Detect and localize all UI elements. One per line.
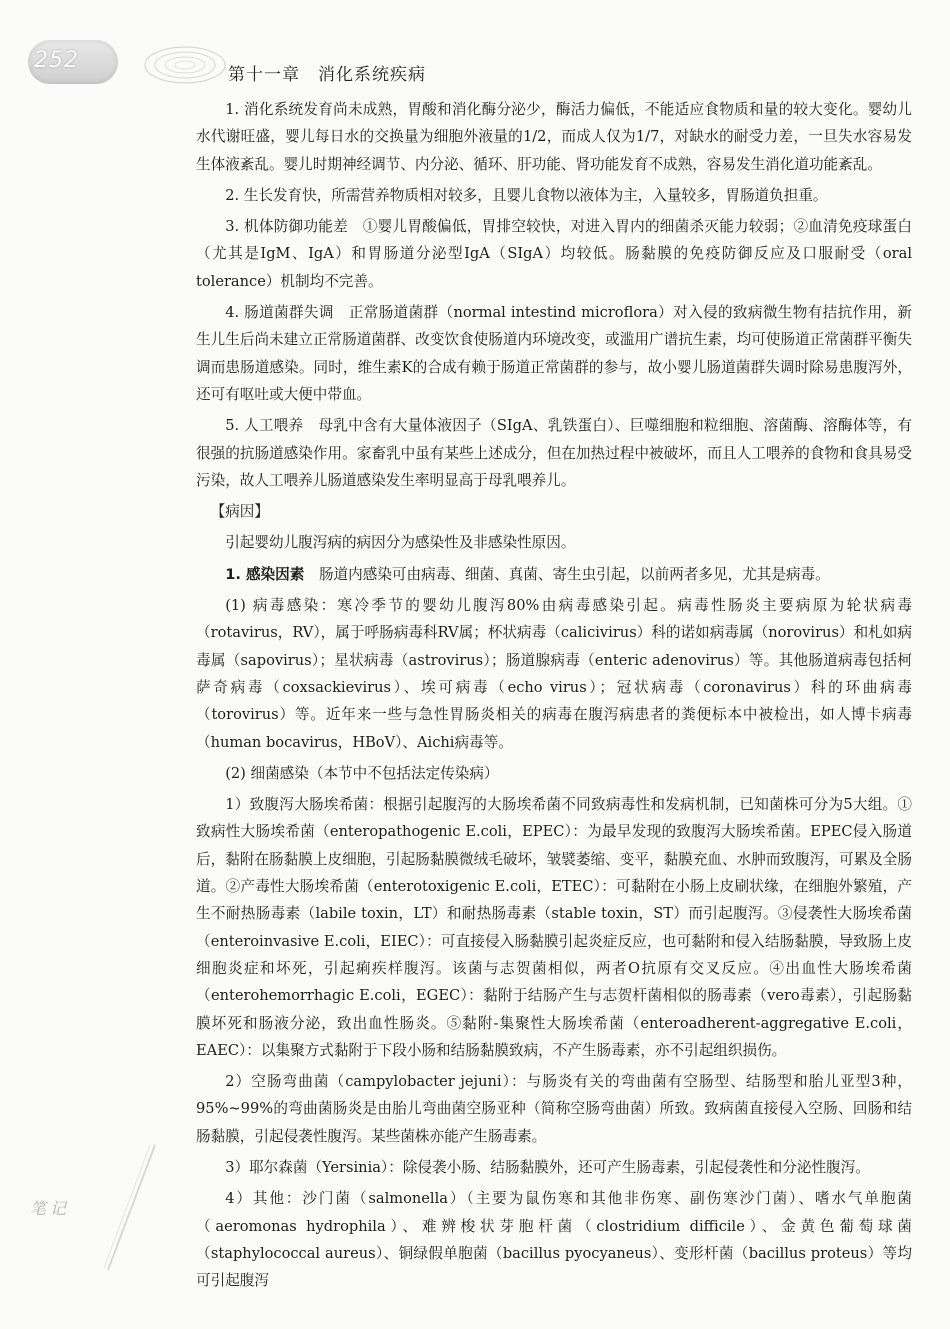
paragraph-yersinia: 3）耶尔森菌（Yersinia）：除侵袭小肠、结肠黏膜外，还可产生肠毒素，引起侵袭性和分泌性腹泻。 (225, 1158, 870, 1176)
paragraph-digestive-immaturity: 1. 消化系统发育尚未成熟，胃酸和消化酶分泌少，酶活力偏低，不能适应食物质和量的较大变化。婴幼儿水代谢旺盛，婴儿每日水的交换量为细胞外液量的1/2，而成人仅为1/7，对缺水的耐受力差，一旦失水容易发生体液紊乱。婴儿时期神经调节、内分泌、循环、肝功能、肾功能发育不成熟，容易发生消化道功能紊乱。 (196, 101, 912, 173)
paragraph-campylobacter: 2）空肠弯曲菌（campylobacter jejuni）：与肠炎有关的弯曲菌有空肠型、结肠型和胎儿亚型3种，95%~99%的弯曲菌肠炎是由胎儿弯曲菌空肠亚种（简称空肠弯曲菌）所致。致病菌直接侵入空肠、回肠和结肠黏膜，引起侵袭性腹泻。某些菌株亦能产生肠毒素。 (196, 1073, 912, 1145)
section-heading-etiology: 【病因】 (210, 503, 269, 521)
paragraph-rapid-growth: 2. 生长发育快，所需营养物质相对较多，且婴儿食物以液体为主，入量较多，胃肠道负担重。 (225, 186, 828, 204)
paragraph-other-bacteria: 4）其他：沙门菌（salmonella）（主要为鼠伤寒和其他非伤寒、副伤寒沙门菌）、嗜水气单胞菌（aeromonas hydrophila）、难辨梭状芽胞杆菌（clostridium difficile）、金黄色葡萄球菌（staphylococcal aureus）、铜绿假单胞菌（bacillus pyocyaneus）、变形杆菌（bacillus proteus）等均可引起腹泻 (196, 1190, 912, 1290)
infection-factors-term: 1. 感染因素 (225, 565, 305, 583)
margin-note-label: 笔记 (30, 1199, 71, 1218)
page-number: 252 (34, 48, 79, 73)
chapter-title: 第十一章 消化系统疾病 (228, 65, 426, 85)
decorative-swirl-icon (140, 40, 230, 90)
paragraph-flora-imbalance: 4. 肠道菌群失调 正常肠道菌群（normal intestind microflora）对入侵的致病微生物有拮抗作用，新生儿生后尚未建立正常肠道菌群、改变饮食使肠道内环境改变，或滥用广谱抗生素，均可使肠道正常菌群平衡失调而患肠道感染。同时，维生素K的合成有赖于肠道正常菌群的参与，故小婴儿肠道菌群失调时除易患腹泻外，还可有呕吐或大便中带血。 (196, 304, 912, 403)
paragraph-viral-infection: (1) 病毒感染：寒冷季节的婴幼儿腹泻80%由病毒感染引起。病毒性肠炎主要病原为轮状病毒（rotavirus，RV），属于呼肠病毒科RV属；杯状病毒（calicivirus）科的诺如病毒属（norovirus）和札如病毒属（sapovirus）；星状病毒（astrovirus）；肠道腺病毒（enteric adenovirus）等。其他肠道病毒包括柯萨奇病毒（coxsackievirus）、埃可病毒（echo virus）；冠状病毒（coronavirus）科的环曲病毒（torovirus）等。近年来一些与急性胃肠炎相关的病毒在腹泻病患者的粪便标本中被检出，如人博卡病毒（human bocavirus，HBoV）、Aichi病毒等。 (196, 597, 912, 751)
paragraph-ecoli: 1）致腹泻大肠埃希菌：根据引起腹泻的大肠埃希菌不同致病毒性和发病机制，已知菌株可分为5大组。①致病性大肠埃希菌（enteropathogenic E.coli，EPEC）：为最早发现的致腹泻大肠埃希菌。EPEC侵入肠道后，黏附在肠黏膜上皮细胞，引起肠黏膜微绒毛破坏，皱襞萎缩、变平，黏膜充血、水肿而致腹泻，可累及全肠道。②产毒性大肠埃希菌（enterotoxigenic E.coli，ETEC）：可黏附在小肠上皮刷状缘，在细胞外繁殖，产生不耐热肠毒素（labile toxin，LT）和耐热肠毒素（stable toxin，ST）而引起腹泻。③侵袭性大肠埃希菌（enteroinvasive E.coli，EIEC）：可直接侵入肠黏膜引起炎症反应，也可黏附和侵入结肠黏膜，导致肠上皮细胞炎症和坏死，引起痢疾样腹泻。该菌与志贺菌相似，两者O抗原有交叉反应。④出血性大肠埃希菌（enterohemorrhagic E.coli，EGEC）：黏附于结肠产生与志贺杆菌相似的肠毒素（vero毒素），引起肠黏膜坏死和肠液分泌，致出血性肠炎。⑤黏附-集聚性大肠埃希菌（enteroadherent-aggregative E.coli，EAEC）：以集聚方式黏附于下段小肠和结肠黏膜致病，不产生肠毒素，亦不引起组织损伤。 (196, 796, 912, 1059)
infection-factors-text: 肠道内感染可由病毒、细菌、真菌、寄生虫引起，以前两者多见，尤其是病毒。 (304, 565, 830, 583)
pen-icon (100, 1140, 160, 1280)
paragraph-etiology-intro: 引起婴幼儿腹泻病的病因分为感染性及非感染性原因。 (225, 534, 576, 552)
paragraph-defense: 3. 机体防御功能差 ①婴儿胃酸偏低，胃排空较快，对进入胃内的细菌杀灭能力较弱；②血清免疫球蛋白（尤其是IgM、IgA）和胃肠道分泌型IgA（SIgA）均较低。肠黏膜的免疫防御反应及口服耐受（oral tolerance）机制均不完善。 (196, 218, 912, 290)
paragraph-bacterial-infection: (2) 细菌感染（本节中不包括法定传染病） (225, 764, 499, 782)
paragraph-infection-factors (196, 561, 912, 588)
page-body (196, 96, 912, 1298)
paragraph-artificial-feeding: 5. 人工喂养 母乳中含有大量体液因子（SIgA、乳铁蛋白）、巨噬细胞和粒细胞、溶菌酶、溶酶体等，有很强的抗肠道感染作用。家畜乳中虽有某些上述成分，但在加热过程中被破坏，而且人工喂养的食物和食具易受污染，故人工喂养儿肠道感染发生率明显高于母乳喂养儿。 (196, 417, 912, 489)
